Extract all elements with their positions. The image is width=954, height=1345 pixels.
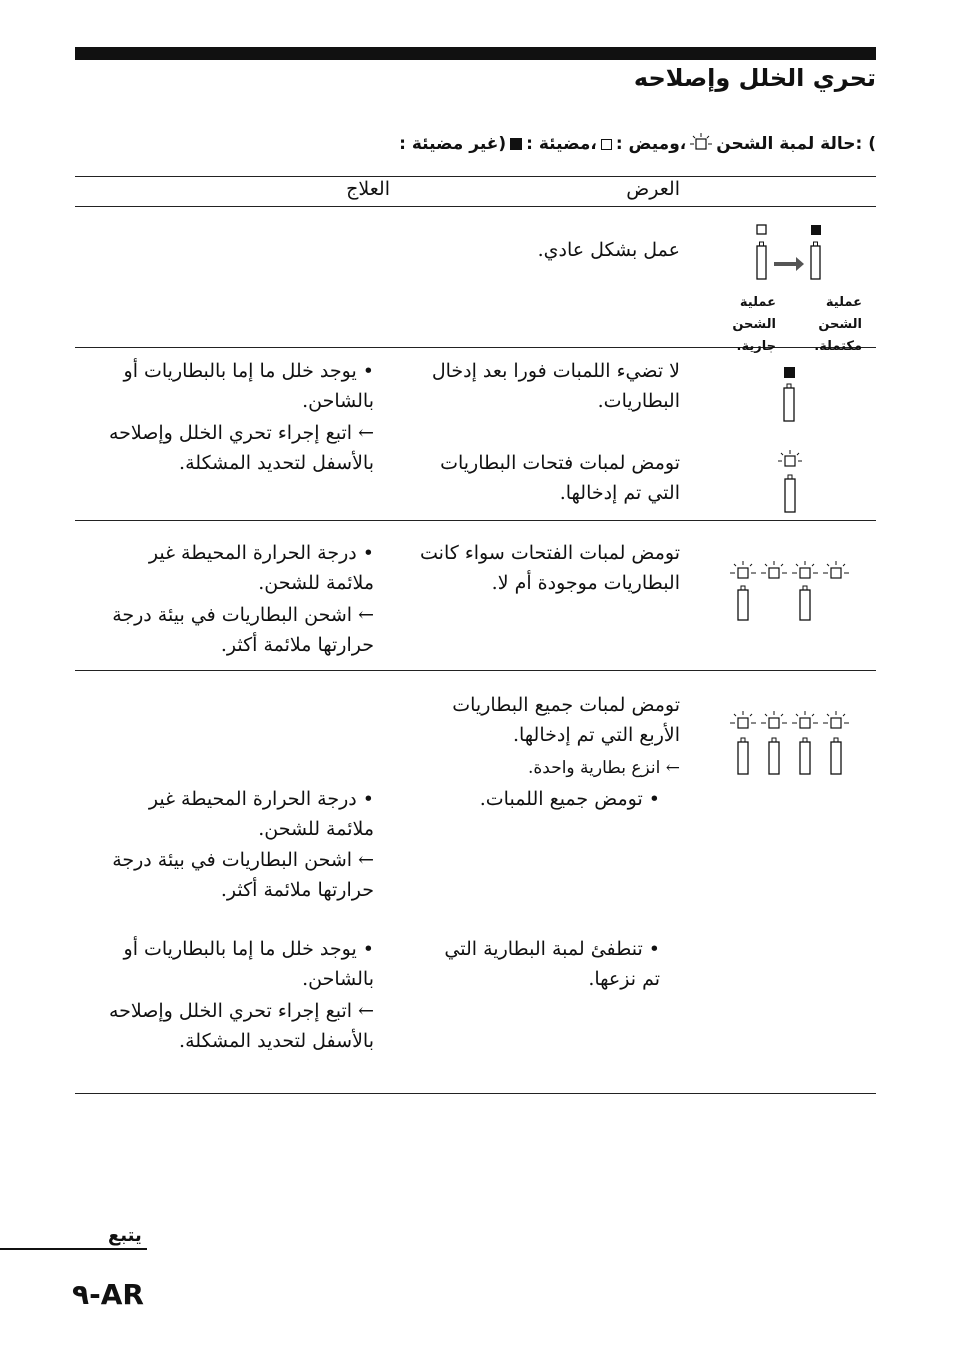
- all-slots-blink-icon: [728, 558, 852, 624]
- row1-symptom: عمل بشكل عادي.: [537, 239, 680, 261]
- page-title: تحري الخلل وإصلاحه: [633, 64, 876, 92]
- continued-label: يتبع: [108, 1225, 142, 1246]
- row3-remedy-bullet: • درجة الحرارة المحيطة غير ملائمة للشحن.: [148, 542, 374, 594]
- lamp-on-icon: [601, 139, 612, 150]
- row3-remedy-action: ← اشحن البطاريات في بيئة درجة حرارتها ملائمة أكثر.: [112, 604, 374, 656]
- page-number: AR-٩: [72, 1278, 144, 1311]
- four-batteries-blink-icon: [728, 708, 852, 778]
- table-bottom-rule: [75, 1093, 876, 1094]
- header-rule: [75, 206, 876, 207]
- row2-remedy-action: ← اتبع إجراء تحري الخلل وإصلاحه بالأسفل لتحديد المشكلة.: [108, 422, 374, 474]
- row4-case1-remedy-bullet: • درجة الحرارة المحيطة غير ملائمة للشحن.: [148, 788, 374, 840]
- row2-symptom-a: لا تضيء اللمبات فورا بعد إدخال البطاريات.: [431, 360, 680, 412]
- legend-prefix: حالة لمبة الشحن: (: [716, 134, 876, 154]
- blink-icon: [690, 133, 712, 155]
- top-rule: [75, 47, 876, 60]
- legend-blink: : وميض،: [615, 134, 687, 154]
- row4-case2: • تنطفئ لمبة البطارية التي تم نزعها.: [444, 938, 660, 990]
- row2-remedy-bullet: • يوجد خلل ما إما بالبطاريات أو بالشاحن.: [123, 360, 374, 412]
- battery-off-icon: [778, 366, 802, 426]
- row4-symptom: تومض لمبات جميع البطاريات الأربع التي تم إدخالها.: [452, 694, 680, 746]
- footer-rule: [0, 1248, 147, 1250]
- table-top-rule: [75, 176, 876, 177]
- row4-action: ← انزع بطارية واحدة.: [527, 758, 680, 778]
- row4-case2-remedy-action: ← اتبع إجراء تحري الخلل وإصلاحه بالأسفل لتحديد المشكلة.: [108, 1000, 374, 1052]
- lamp-off-icon: [510, 138, 522, 150]
- row4-case1: • تومض جميع اللمبات.: [479, 788, 660, 810]
- row-rule: [75, 670, 876, 671]
- label-charge-complete: عملية الشحن مكتملة.: [814, 295, 862, 354]
- legend-off: : غير مضيئة): [399, 134, 507, 154]
- lamp-legend: [399, 133, 876, 155]
- symptom-column-header: العرض: [626, 178, 680, 200]
- battery-blink-icon: [775, 450, 805, 514]
- row-rule: [75, 520, 876, 521]
- battery-charging-icon: [740, 222, 830, 282]
- legend-on: : مضيئة،: [526, 134, 597, 154]
- remedy-column-header: العلاج: [346, 178, 390, 200]
- label-charging: عملية الشحن جارية.: [732, 295, 776, 354]
- row4-case2-remedy-bullet: • يوجد خلل ما إما بالبطاريات أو بالشاحن.: [123, 938, 374, 990]
- row4-case1-remedy-action: ← اشحن البطاريات في بيئة درجة حرارتها ملائمة أكثر.: [112, 849, 374, 901]
- row3-symptom: تومض لمبات الفتحات سواء كانت البطاريات موجودة أم لا.: [420, 542, 680, 594]
- row2-symptom-b: تومض لمبات فتحات البطاريات التي تم إدخالها.: [440, 452, 680, 504]
